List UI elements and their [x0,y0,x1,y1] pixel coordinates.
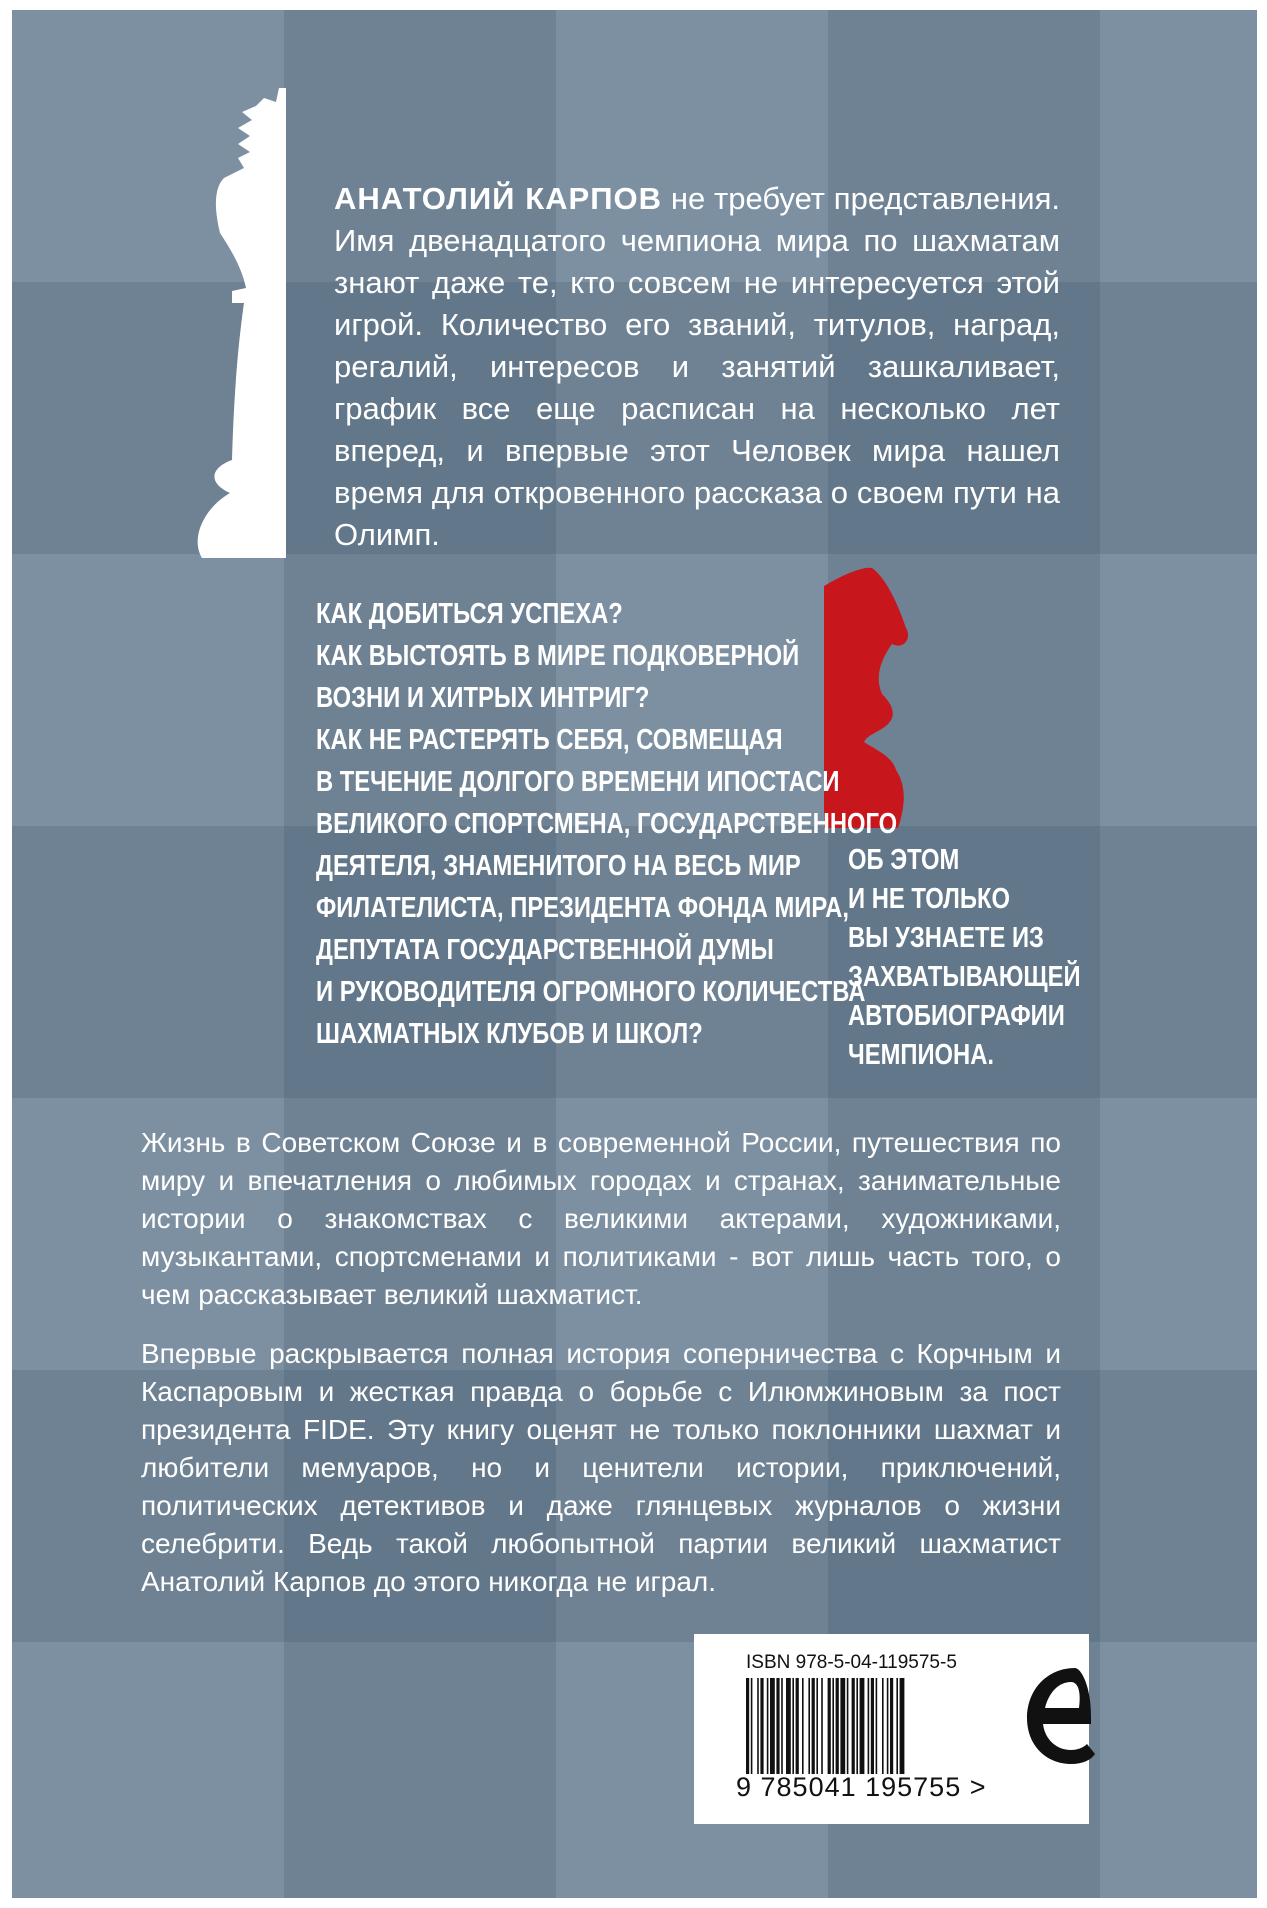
board-square [1100,554,1257,826]
answer-line: АВТОБИОГРАФИИ [848,1000,1065,1032]
isbn-number: ISBN 978-5-04-119575-5 [746,1652,957,1673]
board-square [12,1642,284,1898]
board-square [1100,1098,1257,1370]
question-line: ВОЗНИ И ХИТРЫХ ИНТРИГ? [316,682,650,714]
book-back-cover [12,10,1257,1898]
question-line: ДЕПУТАТА ГОСУДАРСТВЕННОЙ ДУМЫ [316,934,774,966]
answer-line: ЗАХВАТЫВАЮЩЕЙ [848,961,1081,993]
question-line: ДЕЯТЕЛЯ, ЗНАМЕНИТОГО НА ВЕСЬ МИР [316,850,801,882]
board-square [12,554,284,826]
white-king-icon [194,88,304,558]
question-line: КАК НЕ РАСТЕРЯТЬ СЕБЯ, СОВМЕЩАЯ [316,724,783,756]
answer-line: ЧЕМПИОНА. [848,1039,995,1071]
answer-line: ОБ ЭТОМ [848,844,960,876]
description-paragraph-2: Впервые раскрывается полная история соперничества с Корчным и Каспаровым и жесткая правда о борьбе с Илюмжиновым за пост президента FIDE. Эту книгу оценят не только поклонники шахмат и любители мемуаров, но и ценители истории, приключений, политических детективов и даже глянцевых журналов о жизни селебрити. Ведь такой любопытной партии великий шахматист Анатолий Карпов до этого никогда не играл. [141,1338,1061,1597]
board-square [1100,1642,1257,1898]
question-line: ВЕЛИКОГО СПОРТСМЕНА, ГОСУДАРСТВЕННОГО [316,808,898,840]
question-line: И РУКОВОДИТЕЛЯ ОГРОМНОГО КОЛИЧЕСТВА [316,976,866,1008]
question-line: КАК ДОБИТЬСЯ УСПЕХА? [316,598,623,630]
question-line: В ТЕЧЕНИЕ ДОЛГОГО ВРЕМЕНИ ИПОСТАСИ [316,766,840,798]
answer-line: И НЕ ТОЛЬКО [848,883,1010,915]
intro-text: не требует представления. Имя двенадцатого чемпиона мира по шахматам знают даже те, кто совсем не интересуется этой игрой. Количество его званий, титулов, наград, регалий, интересов и занятий зашкаливает, график все еще расписан на несколько лет вперед, и впервые этот Человек мира нашел время для откровенного рассказа о своем пути на Олимп. [334,181,1060,552]
question-line: ШАХМАТНЫХ КЛУБОВ И ШКОЛ? [316,1018,703,1050]
question-line: ФИЛАТЕЛИСТА, ПРЕЗИДЕНТА ФОНДА МИРА, [316,892,849,924]
intro-paragraph [334,178,1060,556]
board-square [1100,10,1257,282]
ean-digits: 9 785041 195755 > [736,1772,987,1802]
description-paragraph: Жизнь в Советском Союзе и в современной России, путешествия по миру и впечатления о любимых городах и странах, занимательные истории о знакомствах с великими актерами, художниками, музыкантами, спортсменами и политиками - вот лишь часть того, о чем рассказывает великий шахматист. [141,1127,1061,1310]
answer-line: ВЫ УЗНАЕТЕ ИЗ [848,922,1044,954]
question-line: КАК ВЫСТОЯТЬ В МИРЕ ПОДКОВЕРНОЙ [316,640,800,672]
barcode-icon [746,1678,976,1776]
publisher-logo-icon [1017,1660,1097,1770]
author-name: АНАТОЛИЙ КАРПОВ [334,181,663,216]
